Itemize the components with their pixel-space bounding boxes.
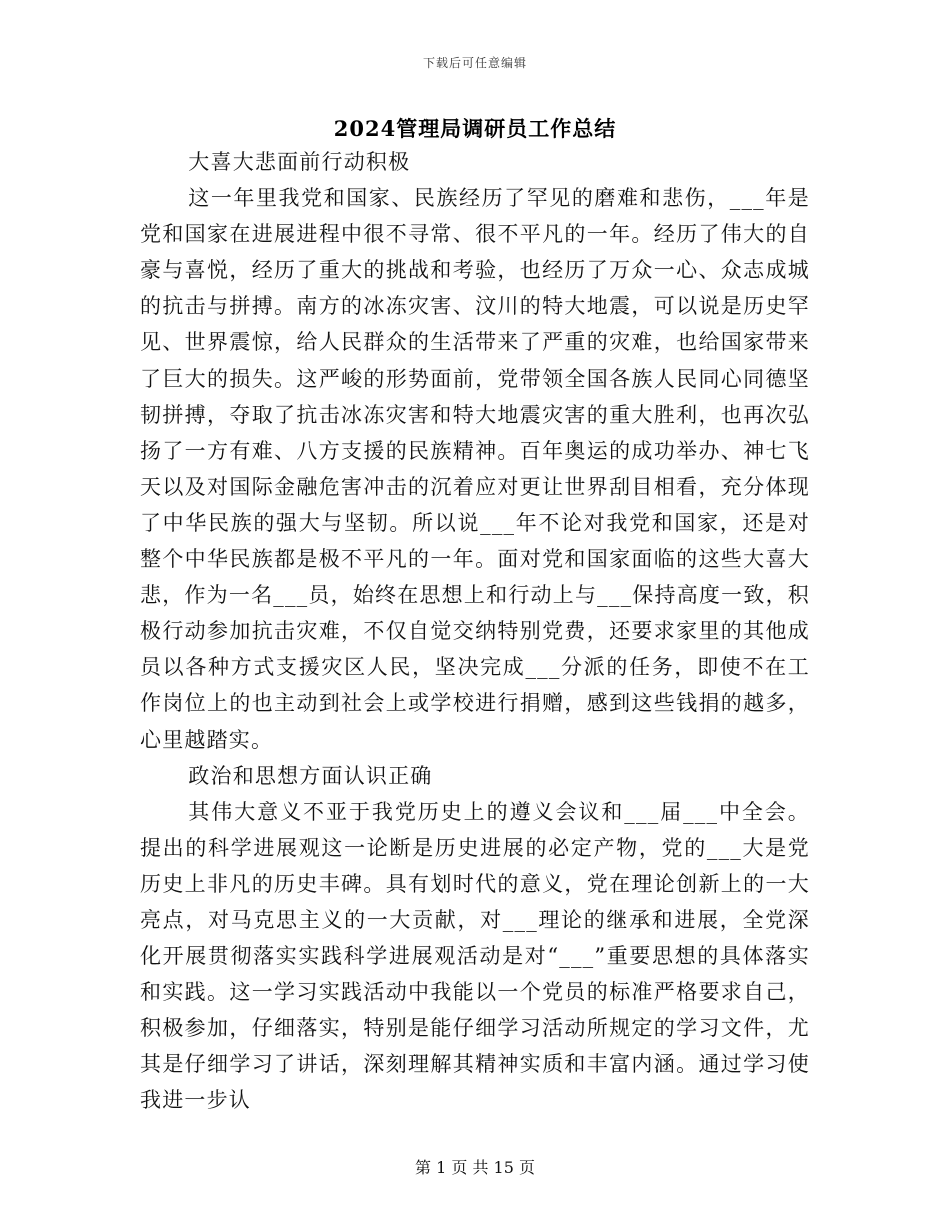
body-paragraph-1: 这一年里我党和国家、民族经历了罕见的磨难和悲伤，___年是党和国家在进展进程中很不寻常、很不平凡的一年。经历了伟大的自豪与喜悦，经历了重大的挑战和考验，也经历了万众一心、众志成城的抗击与拼搏。南方的冰冻灾害、汶川的特大地震，可以说是历史罕见、世界震惊，给人民群众的生活带来了严重的灾难，也给国家带来了巨大的损失。这严峻的形势面前，党带领全国各族人民同心同德坚韧拼搏，夺取了抗击冰冻灾害和特大地震灾害的重大胜利，也再次弘扬了一方有难、八方支援的民族精神。百年奥运的成功举办、神七飞天以及对国际金融危害冲击的沉着应对更让世界刮目相看，充分体现了中华民族的强大与坚韧。所以说___年不论对我党和国家，还是对整个中华民族都是极不平凡的一年。面对党和国家面临的这些大喜大悲，作为一名___员，始终在思想上和行动上与___保持高度一致，积极行动参加抗击灾难，不仅自觉交纳特别党费，还要求家里的其他成员以各种方式支援灾区人民，坚决完成___分派的任务，即使不在工作岗位上的也主动到社会上或学校进行捐赠，感到这些钱捐的越多，心里越踏实。: [140, 186, 810, 752]
body-paragraph-2: 其伟大意义不亚于我党历史上的遵义会议和___届___中全会。提出的科学进展观这一论断是历史进展的必定产物，党的___大是党历史上非凡的历史丰碑。具有划时代的意义，党在理论创新上的一大亮点，对马克思主义的一大贡献，对___理论的继承和进展，全党深化开展贯彻落实实践科学进展观活动是对“___”重要思想的具体落实和实践。这一学习实践活动中我能以一个党员的标准严格要求自己，积极参加，仔细落实，特别是能仔细学习活动所规定的学习文件，尤其是仔细学习了讲话，深刻理解其精神实质和丰富内涵。通过学习使我进一步认: [140, 799, 810, 1113]
page-number-footer: 第 1 页 共 15 页: [415, 1158, 535, 1177]
section-heading-2: 政治和思想方面认识正确: [188, 763, 433, 788]
section-heading-1: 大喜大悲面前行动积极: [188, 150, 411, 174]
document-body: [140, 144, 810, 1119]
document-title: 2024管理局调研员工作总结: [333, 116, 617, 141]
page-header-note: 下载后可任意编辑: [422, 56, 527, 70]
